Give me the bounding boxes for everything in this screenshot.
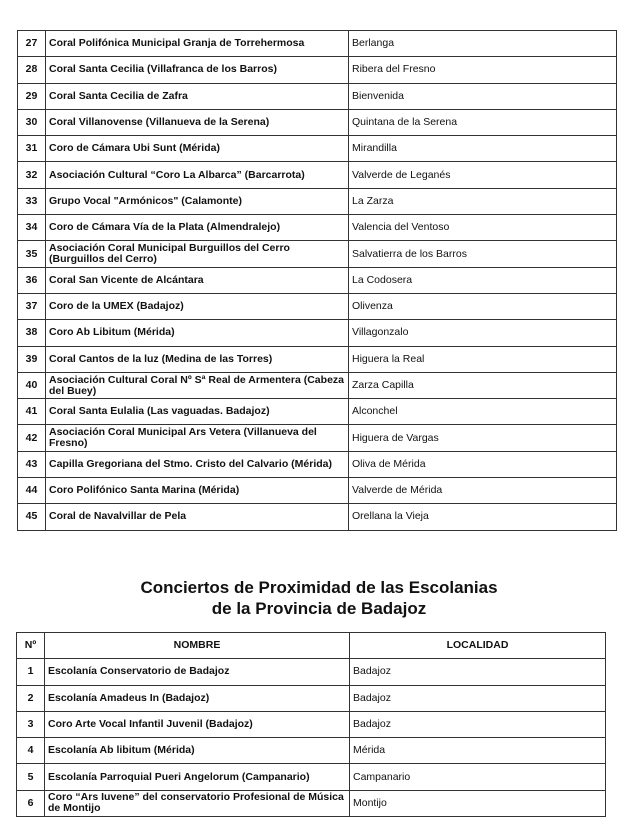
table-row [18, 451, 617, 477]
table-row [18, 478, 617, 504]
row-number: 32 [18, 162, 46, 188]
row-name: Grupo Vocal "Armónicos" (Calamonte) [46, 188, 349, 214]
table-row [18, 31, 617, 57]
row-locality: Mérida [350, 738, 606, 764]
row-name: Asociación Cultural Coral Nº Sª Real de Armentera (Cabeza del Buey) [46, 372, 349, 398]
row-locality: Valverde de Mérida [349, 478, 617, 504]
row-locality: Bienvenida [349, 83, 617, 109]
row-number: 6 [17, 790, 45, 816]
row-locality: Oliva de Mérida [349, 451, 617, 477]
row-name: Coro Ab Libitum (Mérida) [46, 320, 349, 346]
row-locality: Berlanga [349, 31, 617, 57]
row-name: Coral Polifónica Municipal Granja de Torrehermosa [46, 31, 349, 57]
table-row [17, 790, 606, 816]
choirs-table-body [18, 31, 617, 531]
row-locality: Higuera la Real [349, 346, 617, 372]
row-name: Coro de Cámara Vía de la Plata (Almendralejo) [46, 215, 349, 241]
table-row [17, 685, 606, 711]
row-number: 30 [18, 109, 46, 135]
row-locality: La Codosera [349, 267, 617, 293]
row-number: 27 [18, 31, 46, 57]
row-locality: Zarza Capilla [349, 372, 617, 398]
row-number: 36 [18, 267, 46, 293]
row-number: 5 [17, 764, 45, 790]
row-number: 34 [18, 215, 46, 241]
row-locality: Orellana la Vieja [349, 504, 617, 530]
row-name: Asociación Coral Municipal Ars Vetera (Villanueva del Fresno) [46, 425, 349, 451]
header-num: Nº [17, 633, 45, 659]
row-locality: Salvatierra de los Barros [349, 241, 617, 267]
row-name: Escolanía Parroquial Pueri Angelorum (Campanario) [45, 764, 350, 790]
row-locality: Olivenza [349, 293, 617, 319]
row-name: Coral Santa Cecilia (Villafranca de los Barros) [46, 57, 349, 83]
table-row [18, 188, 617, 214]
row-name: Capilla Gregoriana del Stmo. Cristo del Calvario (Mérida) [46, 451, 349, 477]
row-name: Coro Arte Vocal Infantil Juvenil (Badajoz) [45, 711, 350, 737]
choirs-table [17, 30, 617, 531]
row-number: 41 [18, 399, 46, 425]
table-row [18, 241, 617, 267]
escolanias-table-body [17, 659, 606, 817]
row-number: 35 [18, 241, 46, 267]
row-locality: Mirandilla [349, 136, 617, 162]
row-locality: Valverde de Leganés [349, 162, 617, 188]
row-name: Escolanía Conservatorio de Badajoz [45, 659, 350, 685]
row-name: Coro de la UMEX (Badajoz) [46, 293, 349, 319]
row-locality: Badajoz [350, 685, 606, 711]
row-name: Asociación Coral Municipal Burguillos del Cerro (Burguillos del Cerro) [46, 241, 349, 267]
row-name: Coro Polifónico Santa Marina (Mérida) [46, 478, 349, 504]
row-locality: La Zarza [349, 188, 617, 214]
row-number: 39 [18, 346, 46, 372]
table-row [18, 136, 617, 162]
row-name: Coral Santa Cecilia de Zafra [46, 83, 349, 109]
row-number: 4 [17, 738, 45, 764]
row-name: Coral Villanovense (Villanueva de la Serena) [46, 109, 349, 135]
row-locality: Higuera de Vargas [349, 425, 617, 451]
table-row [18, 83, 617, 109]
escolanias-table [16, 632, 606, 817]
table-row [18, 372, 617, 398]
row-number: 33 [18, 188, 46, 214]
row-name: Asociación Cultural “Coro La Albarca” (Barcarrota) [46, 162, 349, 188]
row-name: Escolanía Ab libitum (Mérida) [45, 738, 350, 764]
row-locality: Ribera del Fresno [349, 57, 617, 83]
row-name: Coro de Cámara Ubi Sunt (Mérida) [46, 136, 349, 162]
row-number: 40 [18, 372, 46, 398]
table-row [17, 764, 606, 790]
table-row [18, 267, 617, 293]
table-row [18, 504, 617, 530]
row-number: 1 [17, 659, 45, 685]
table-header-row [17, 633, 606, 659]
header-locality: LOCALIDAD [350, 633, 606, 659]
row-number: 37 [18, 293, 46, 319]
row-number: 29 [18, 83, 46, 109]
row-locality: Campanario [350, 764, 606, 790]
row-number: 2 [17, 685, 45, 711]
table-row [18, 320, 617, 346]
row-number: 28 [18, 57, 46, 83]
row-locality: Badajoz [350, 711, 606, 737]
table-row [18, 162, 617, 188]
row-name: Coral Santa Eulalia (Las vaguadas. Badajoz) [46, 399, 349, 425]
row-number: 45 [18, 504, 46, 530]
table-row [18, 109, 617, 135]
row-name: Coro “Ars Iuvene” del conservatorio Profesional de Música de Montijo [45, 790, 350, 816]
table-row [18, 346, 617, 372]
row-name: Coral Cantos de la luz (Medina de las Torres) [46, 346, 349, 372]
row-number: 38 [18, 320, 46, 346]
header-name: NOMBRE [45, 633, 350, 659]
table-row [18, 293, 617, 319]
row-name: Escolanía Amadeus In (Badajoz) [45, 685, 350, 711]
table-row [18, 215, 617, 241]
row-locality: Montijo [350, 790, 606, 816]
row-locality: Valencia del Ventoso [349, 215, 617, 241]
row-number: 31 [18, 136, 46, 162]
row-name: Coral San Vicente de Alcántara [46, 267, 349, 293]
table-row [17, 738, 606, 764]
row-number: 3 [17, 711, 45, 737]
table-row [18, 425, 617, 451]
table-row [17, 659, 606, 685]
row-locality: Badajoz [350, 659, 606, 685]
row-name: Coral de Navalvillar de Pela [46, 504, 349, 530]
table-row [17, 711, 606, 737]
table-row [18, 399, 617, 425]
row-number: 44 [18, 478, 46, 504]
row-locality: Alconchel [349, 399, 617, 425]
table-row [18, 57, 617, 83]
row-number: 42 [18, 425, 46, 451]
row-locality: Quintana de la Serena [349, 109, 617, 135]
row-number: 43 [18, 451, 46, 477]
section-title-line-1: Conciertos de Proximidad de las Escolanias [140, 578, 498, 597]
row-locality: Villagonzalo [349, 320, 617, 346]
section-title-line-2: de la Provincia de Badajoz [211, 599, 427, 618]
